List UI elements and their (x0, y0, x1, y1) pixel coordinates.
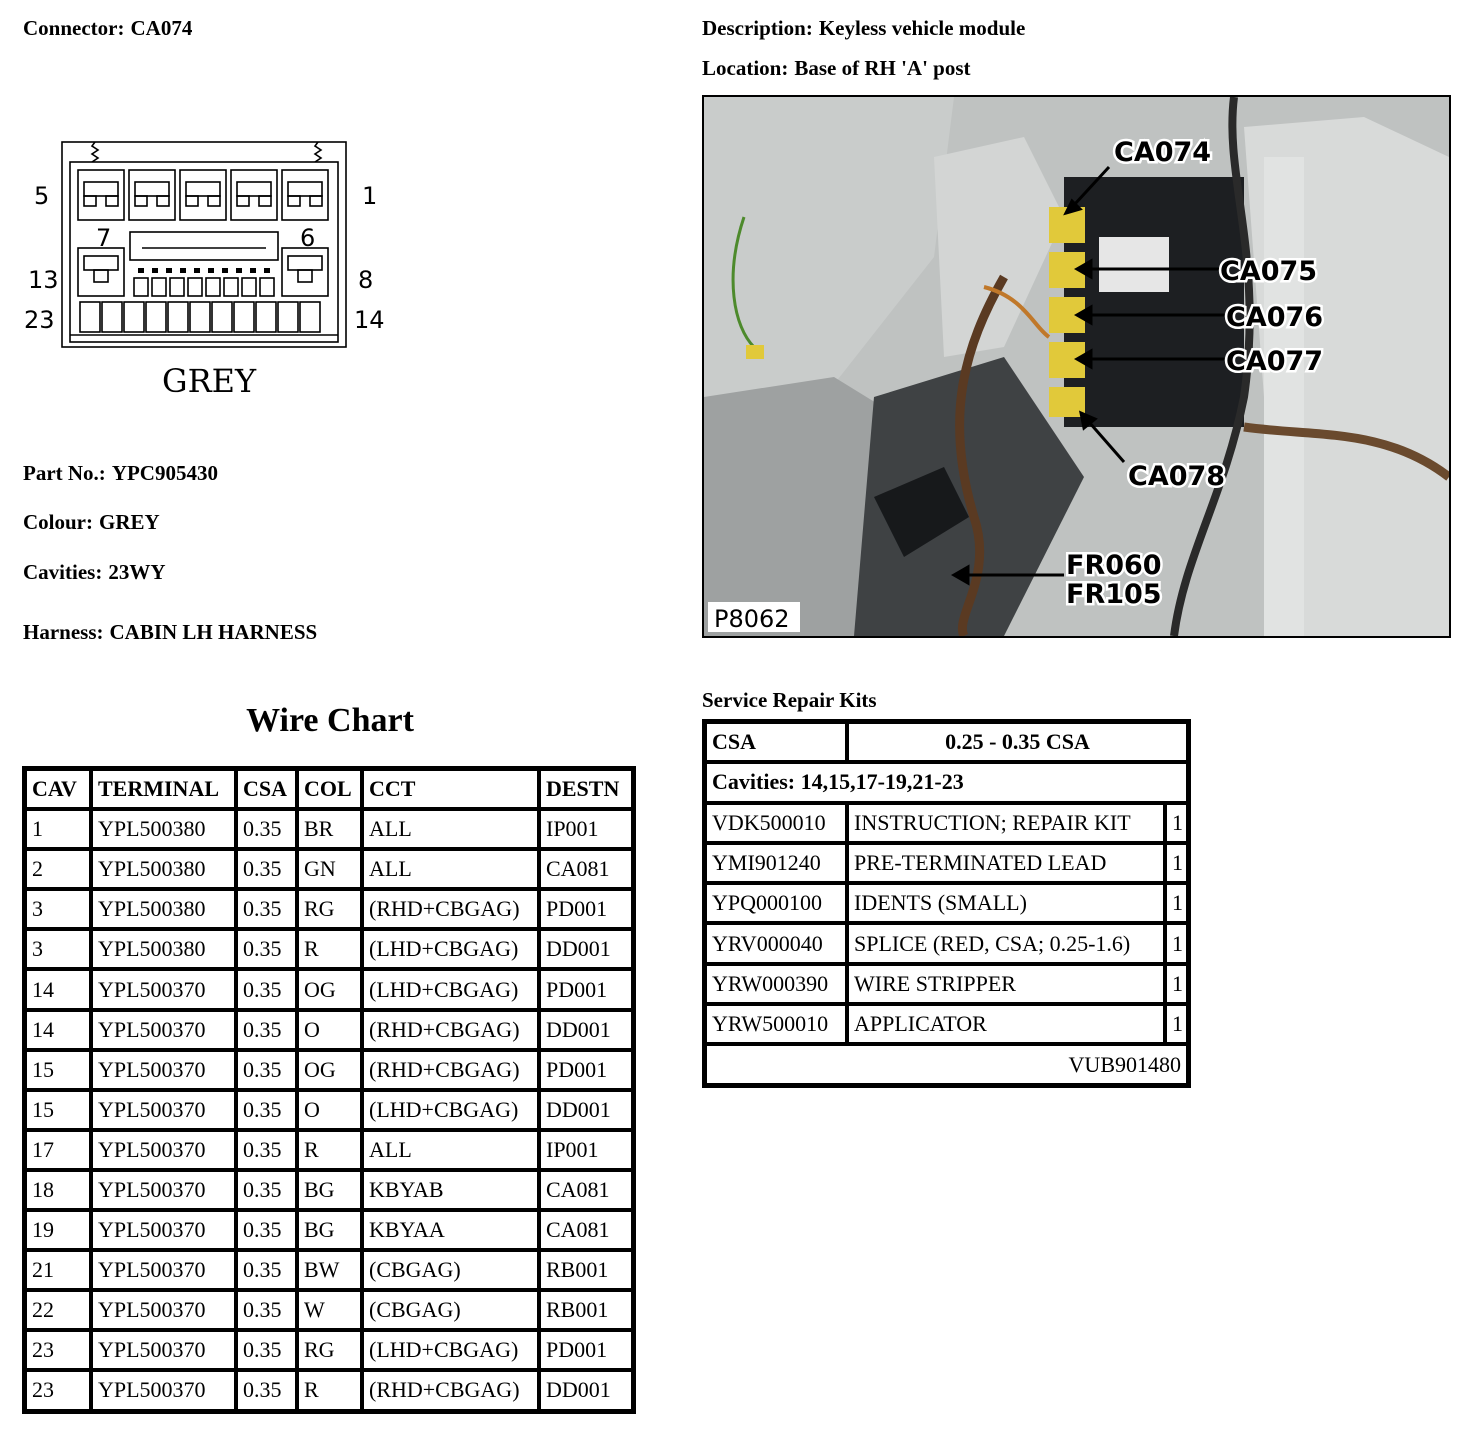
pin-7-label: 7 (96, 224, 112, 252)
callout-ca075: CA075 (1220, 256, 1318, 287)
connector-value: CA074 (130, 16, 193, 40)
cell-destn: DD001 (539, 1090, 633, 1130)
cell-terminal: YPL500370 (91, 1050, 236, 1090)
cell-terminal: YPL500380 (91, 889, 236, 929)
harness-label: Harness: (23, 620, 104, 644)
colour-label: Colour: (23, 510, 93, 534)
service-kits-table (702, 719, 1191, 1088)
cell-cav: 14 (25, 969, 91, 1009)
cell-cct: (LHD+CBGAG) (362, 969, 539, 1009)
cell-terminal: YPL500370 (91, 1330, 236, 1370)
callout-ca074: CA074 (1114, 137, 1212, 168)
cell-csa: 0.35 (236, 849, 297, 889)
cell-cct: (RHD+CBGAG) (362, 1370, 539, 1410)
table-row (25, 969, 633, 1009)
cell-cct: (LHD+CBGAG) (362, 1090, 539, 1130)
kit-description: IDENTS (SMALL) (847, 883, 1165, 923)
cell-csa: 0.35 (236, 1010, 297, 1050)
callout-ca076: CA076 (1226, 302, 1324, 333)
kit-part-no: YRW000390 (705, 964, 847, 1004)
kit-item-row (705, 964, 1188, 1004)
callout-fr105: FR105 (1066, 579, 1162, 610)
cell-col: OG (297, 969, 362, 1009)
location-heading (702, 56, 971, 81)
cell-terminal: YPL500370 (91, 1290, 236, 1330)
col-header-terminal: TERMINAL (91, 769, 236, 809)
connector-diagram (22, 130, 402, 410)
cell-col: O (297, 1010, 362, 1050)
kit-part-no: YPQ000100 (705, 883, 847, 923)
cell-terminal: YPL500380 (91, 849, 236, 889)
cell-terminal: YPL500370 (91, 1090, 236, 1130)
cell-destn: IP001 (539, 1130, 633, 1170)
wire-chart-header-row (25, 769, 633, 809)
cell-terminal: YPL500380 (91, 809, 236, 849)
kit-part-no: YRW500010 (705, 1004, 847, 1044)
table-row (25, 1330, 633, 1370)
kit-description: INSTRUCTION; REPAIR KIT (847, 803, 1165, 843)
cell-col: BW (297, 1250, 362, 1290)
cell-terminal: YPL500370 (91, 1170, 236, 1210)
cavities-label: Cavities: (23, 560, 103, 584)
table-row (25, 1090, 633, 1130)
cell-csa: 0.35 (236, 1370, 297, 1410)
cell-cct: (CBGAG) (362, 1250, 539, 1290)
cell-terminal: YPL500370 (91, 969, 236, 1009)
cell-cct: ALL (362, 1130, 539, 1170)
col-header-cct: CCT (362, 769, 539, 809)
cell-csa: 0.35 (236, 1250, 297, 1290)
cell-destn: RB001 (539, 1250, 633, 1290)
cell-cav: 21 (25, 1250, 91, 1290)
location-photo (702, 95, 1451, 638)
cell-cct: ALL (362, 849, 539, 889)
cell-cav: 3 (25, 889, 91, 929)
table-row (25, 1170, 633, 1210)
kit-number-row (705, 1044, 1188, 1084)
cell-destn: CA081 (539, 1210, 633, 1250)
table-row (25, 1370, 633, 1410)
cell-cav: 23 (25, 1370, 91, 1410)
table-row (25, 1050, 633, 1090)
callout-fr060: FR060 (1066, 550, 1162, 581)
cell-csa: 0.35 (236, 809, 297, 849)
cell-cav: 14 (25, 1010, 91, 1050)
kit-qty: 1 (1165, 923, 1188, 963)
table-row (25, 1010, 633, 1050)
cell-destn: DD001 (539, 1370, 633, 1410)
cell-col: BG (297, 1170, 362, 1210)
cell-destn: PD001 (539, 1330, 633, 1370)
kit-qty: 1 (1165, 803, 1188, 843)
kits-cavities: Cavities: 14,15,17-19,21-23 (705, 762, 1188, 802)
cell-csa: 0.35 (236, 1130, 297, 1170)
kit-item-row (705, 1004, 1188, 1044)
cell-terminal: YPL500370 (91, 1250, 236, 1290)
kit-qty: 1 (1165, 964, 1188, 1004)
cell-col: R (297, 1370, 362, 1410)
callout-ca078: CA078 (1128, 461, 1226, 492)
kit-description: APPLICATOR (847, 1004, 1165, 1044)
harness-line (23, 620, 317, 645)
location-label: Location: (702, 56, 789, 80)
table-row (25, 809, 633, 849)
table-row (25, 1250, 633, 1290)
pin-13-label: 13 (28, 266, 59, 294)
cell-cct: KBYAA (362, 1210, 539, 1250)
cell-csa: 0.35 (236, 889, 297, 929)
cell-col: RG (297, 889, 362, 929)
connector-label: Connector: (23, 16, 125, 40)
location-value: Base of RH 'A' post (794, 56, 971, 80)
cell-csa: 0.35 (236, 1210, 297, 1250)
kit-description: PRE-TERMINATED LEAD (847, 843, 1165, 883)
cell-csa: 0.35 (236, 1290, 297, 1330)
cell-cav: 17 (25, 1130, 91, 1170)
colour-line (23, 510, 160, 535)
kit-part-no: YRV000040 (705, 923, 847, 963)
cell-cct: (CBGAG) (362, 1290, 539, 1330)
cell-csa: 0.35 (236, 1090, 297, 1130)
pin-1-label: 1 (362, 182, 378, 210)
kit-description: WIRE STRIPPER (847, 964, 1165, 1004)
cell-cav: 3 (25, 929, 91, 969)
cell-terminal: YPL500370 (91, 1370, 236, 1410)
cavities-value: 23WY (108, 560, 166, 584)
kit-item-row (705, 803, 1188, 843)
cell-col: BR (297, 809, 362, 849)
cell-csa: 0.35 (236, 929, 297, 969)
cell-cct: KBYAB (362, 1170, 539, 1210)
callout-ca077: CA077 (1226, 346, 1324, 377)
part-no-line (23, 461, 218, 486)
kit-description: SPLICE (RED, CSA; 0.25-1.6) (847, 923, 1165, 963)
cell-destn: IP001 (539, 809, 633, 849)
cell-destn: DD001 (539, 1010, 633, 1050)
kit-qty: 1 (1165, 843, 1188, 883)
cell-cct: (RHD+CBGAG) (362, 1050, 539, 1090)
description-value: Keyless vehicle module (818, 16, 1026, 40)
harness-value: CABIN LH HARNESS (109, 620, 318, 644)
table-row (25, 889, 633, 929)
cell-cav: 23 (25, 1330, 91, 1370)
cell-col: R (297, 1130, 362, 1170)
pin-14-label: 14 (354, 306, 385, 334)
service-kits-title: Service Repair Kits (702, 688, 877, 712)
cell-csa: 0.35 (236, 1170, 297, 1210)
kits-cavities-row (705, 762, 1188, 802)
cell-destn: PD001 (539, 889, 633, 929)
cell-destn: RB001 (539, 1290, 633, 1330)
cell-col: O (297, 1090, 362, 1130)
cell-cav: 19 (25, 1210, 91, 1250)
col-header-col: COL (297, 769, 362, 809)
kit-qty: 1 (1165, 1004, 1188, 1044)
table-row (25, 1290, 633, 1330)
cell-terminal: YPL500370 (91, 1010, 236, 1050)
cell-cav: 18 (25, 1170, 91, 1210)
description-heading (702, 16, 1025, 41)
cell-cav: 22 (25, 1290, 91, 1330)
kit-number: VUB901480 (705, 1044, 1188, 1084)
kit-item-row (705, 883, 1188, 923)
wire-chart-title: Wire Chart (246, 702, 414, 739)
cell-cct: (RHD+CBGAG) (362, 1010, 539, 1050)
cell-cct: (LHD+CBGAG) (362, 1330, 539, 1370)
kit-item-row (705, 923, 1188, 963)
kits-csa-row (705, 722, 1188, 762)
colour-value: GREY (99, 510, 160, 534)
cell-col: W (297, 1290, 362, 1330)
cell-cct: (RHD+CBGAG) (362, 889, 539, 929)
cell-col: GN (297, 849, 362, 889)
cell-terminal: YPL500370 (91, 1210, 236, 1250)
kit-part-no: YMI901240 (705, 843, 847, 883)
table-row (25, 849, 633, 889)
pin-8-label: 8 (358, 266, 374, 294)
col-header-csa: CSA (236, 769, 297, 809)
part-no-label: Part No.: (23, 461, 106, 485)
col-header-destn: DESTN (539, 769, 633, 809)
cell-col: OG (297, 1050, 362, 1090)
cell-col: BG (297, 1210, 362, 1250)
cell-cav: 1 (25, 809, 91, 849)
kit-qty: 1 (1165, 883, 1188, 923)
cell-destn: PD001 (539, 1050, 633, 1090)
cell-cct: (LHD+CBGAG) (362, 929, 539, 969)
pin-6-label: 6 (300, 224, 316, 252)
table-row (25, 1130, 633, 1170)
cavities-line (23, 560, 166, 585)
kit-part-no: VDK500010 (705, 803, 847, 843)
cell-terminal: YPL500380 (91, 929, 236, 969)
cell-destn: CA081 (539, 849, 633, 889)
cell-cct: ALL (362, 809, 539, 849)
cell-col: R (297, 929, 362, 969)
cell-csa: 0.35 (236, 969, 297, 1009)
pin-5-label: 5 (34, 182, 50, 210)
kit-item-row (705, 843, 1188, 883)
cell-cav: 2 (25, 849, 91, 889)
pin-23-label: 23 (24, 306, 55, 334)
table-row (25, 929, 633, 969)
kits-csa-label: CSA (705, 722, 847, 762)
cell-terminal: YPL500370 (91, 1130, 236, 1170)
photo-ref: P8062 (714, 605, 790, 633)
cell-cav: 15 (25, 1050, 91, 1090)
cell-col: RG (297, 1330, 362, 1370)
cell-csa: 0.35 (236, 1050, 297, 1090)
kits-csa-value: 0.25 - 0.35 CSA (847, 722, 1188, 762)
cell-destn: PD001 (539, 969, 633, 1009)
cell-csa: 0.35 (236, 1330, 297, 1370)
connector-heading (23, 16, 192, 41)
wire-chart-table (22, 766, 636, 1414)
connector-colour-label: GREY (162, 362, 257, 400)
cell-cav: 15 (25, 1090, 91, 1130)
cell-destn: CA081 (539, 1170, 633, 1210)
col-header-cav: CAV (25, 769, 91, 809)
description-label: Description: (702, 16, 813, 40)
cell-destn: DD001 (539, 929, 633, 969)
table-row (25, 1210, 633, 1250)
part-no-value: YPC905430 (111, 461, 218, 485)
